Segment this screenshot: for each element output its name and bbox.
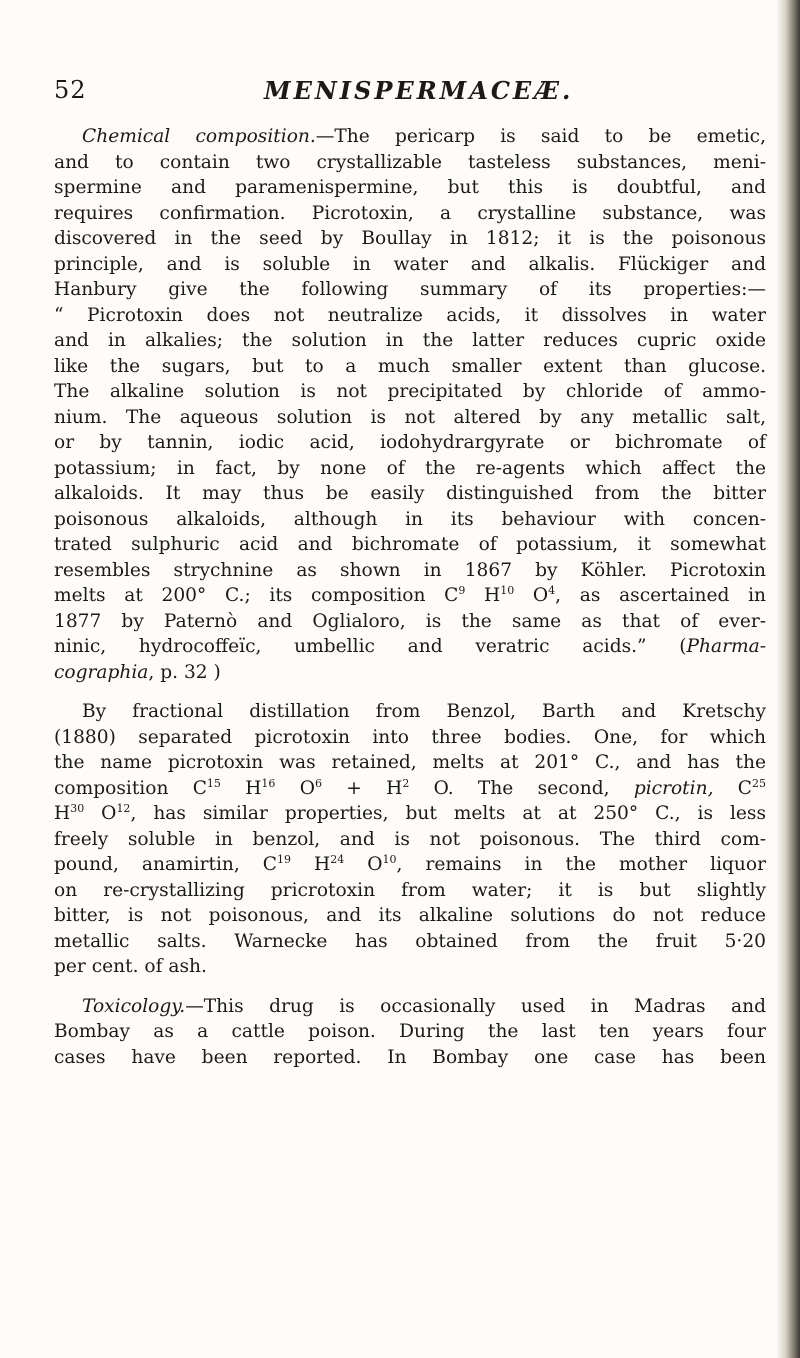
text-line: and to contain two crystallizable tasteless substances, meni- [54,151,766,173]
text-line: Bombay as a cattle poison. During the last ten years four [54,1021,766,1042]
text-line: Toxicology.—This drug is occasionally used in Madras and [82,995,766,1017]
text-run: —The pericarp is said to be emetic, [315,126,767,147]
text-line: discovered in the seed by Boullay in 1812; it is the poisonous [54,228,766,249]
text-line: “ Picrotoxin does not neutralize acids, it dissolves in water [54,304,766,326]
text-line: cases have been reported. In Bombay one case has been [54,1046,766,1068]
text-line: bitter, is not poisonous, and its alkaline solutions do not reduce [54,905,766,926]
text-line: and in alkalies; the solution in the latter reduces cupric oxide [54,330,766,351]
citation: cographia [54,661,149,683]
text-line: like the sugars, but to a much smaller extent than glucose. [54,355,766,377]
text-line: alkaloids. It may thus be easily distinguished from the bitter [54,483,766,504]
text-line: requires confirmation. Picrotoxin, a crystalline substance, was [54,202,766,224]
formula-tail: as ascertained in [579,585,766,606]
text-line: cographia, p. 32 ) [54,661,221,683]
section-heading: Chemical composition. [82,126,316,147]
text-line: freely soluble in benzol, and is not poisonous. The third com- [54,828,766,850]
text-line: (1880) separated picrotoxin into three bodies. One, for which [54,726,766,748]
page-edge-shadow [776,0,800,1358]
text-line: ninic, hydrocoffeïc, umbellic and veratric acids.” (Pharma- [54,636,766,657]
compound-name: picrotin, [633,777,714,799]
text-line: nium. The aqueous solution is not altered by any metallic salt, [54,406,766,428]
text-line: principle, and is soluble in water and alkalis. Flückiger and [54,253,766,275]
text-line: metallic salts. Warnecke has obtained from the fruit 5·20 [54,930,766,952]
page-header [0,76,800,116]
text-line: or by tannin, iodic acid, iodohydrargyrate or bichromate of [54,432,766,453]
citation: Pharma- [686,636,766,657]
text-line: the name picrotoxin was retained, melts at 201° C., and has the [54,752,766,773]
text-line: poisonous alkaloids, although in its behaviour with concen- [54,508,766,530]
page-number: 52 [54,76,87,104]
text-line: Hanbury give the following summary of its properties:— [54,279,766,300]
section-heading: Toxicology. [82,995,186,1017]
text-line: melts at 200° C.; its composition $C^9$ $H^{10}$ $O^4$, as ascertained in [54,584,766,606]
text-line: pound, anamirtin, $C^{19}$ $H^{24}$ $O^{10}$, remains in the mother liquor [54,853,766,875]
text-line: spermine and paramenispermine, but this is doubtful, and [54,177,766,198]
text-line: The alkaline solution is not precipitated by chloride of ammo- [54,381,766,402]
text-line: resembles strychnine as shown in 1867 by Köhler. Picrotoxin [54,559,766,581]
text-line: $H^{30}$ $O^{12}$, has similar properties, but melts at at 250° C., is less [54,802,766,824]
text-line: composition $C^{15}$ $H^{16}$ $O^6 + H^2$ O. The second, picrotin, $C^{25}$ [54,776,766,799]
text-line: By fractional distillation from Benzol, Barth and Kretschy [82,701,766,722]
text-line: trated sulphuric acid and bichromate of potassium, it somewhat [54,534,766,555]
text-line: potassium; in fact, by none of the re-agents which affect the [54,457,766,479]
body-text [54,124,766,1070]
text-line [54,124,766,150]
text-line: on re-crystallizing pricrotoxin from water; it is but slightly [54,879,766,901]
text-line: 1877 by Paternò and Oglialoro, is the same as that of ever- [54,610,766,632]
running-head: MENISPERMACEÆ. [264,76,574,105]
text-line: per cent. of ash. [54,956,207,977]
